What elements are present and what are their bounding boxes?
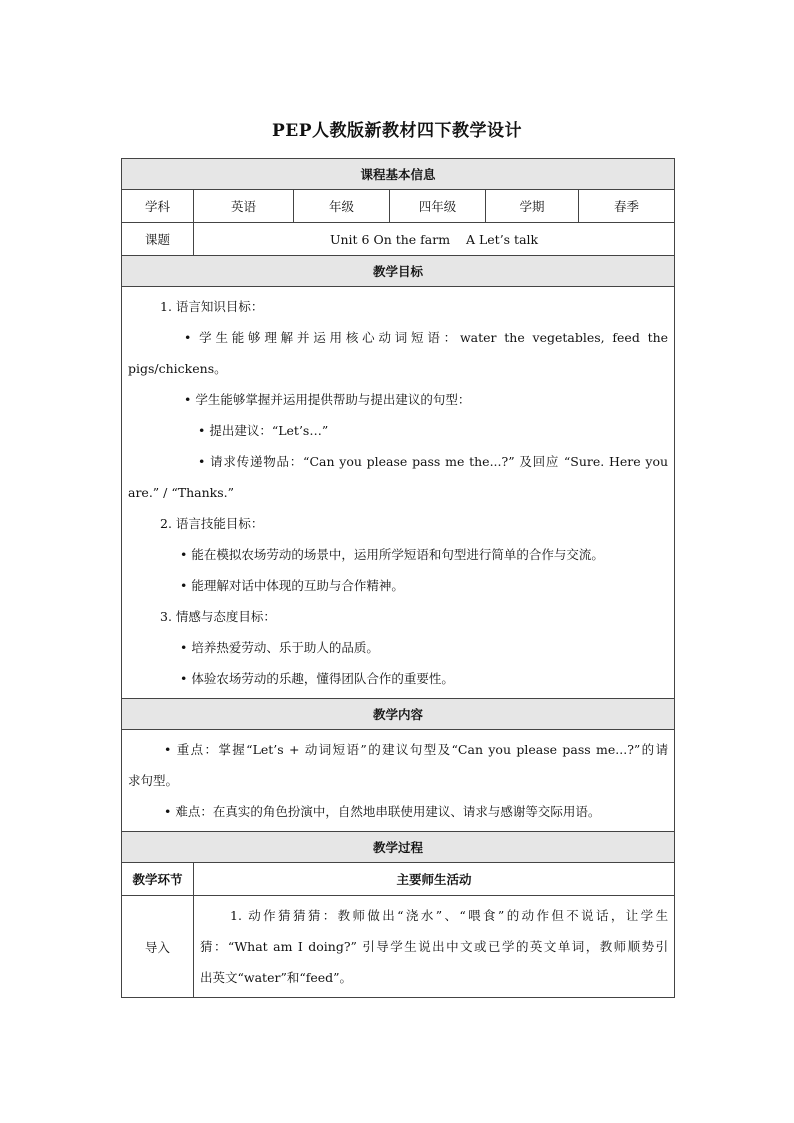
grade-value: 四年级 bbox=[390, 190, 486, 223]
term-value: 春季 bbox=[579, 190, 675, 223]
objective-line: pigs/chickens。 bbox=[128, 361, 227, 376]
objectives-cell bbox=[122, 287, 675, 699]
objective-line: • 提出建议：“Let’s…” bbox=[198, 423, 329, 438]
process-activity-header: 主要师生活动 bbox=[194, 863, 675, 896]
objective-line: • 能在模拟农场劳动的场景中，运用所学短语和句型进行简单的合作与交流。 bbox=[180, 547, 604, 562]
activity-line: 出英文“water”和“feed”。 bbox=[200, 970, 353, 985]
lesson-plan-table bbox=[121, 158, 675, 998]
topic-label: 课题 bbox=[122, 223, 194, 256]
process-header: 教学过程 bbox=[122, 832, 675, 863]
activity-line: 猜：“What am I doing?” 引导学生说出中文或已学的英文单词，教师顺势引 bbox=[200, 939, 669, 954]
content-line: • 重点：掌握“Let’s + 动词短语”的建议句型及“Can you please pass me...?”的请 bbox=[164, 742, 669, 757]
process-stage: 导入 bbox=[122, 896, 194, 998]
process-stage-header: 教学环节 bbox=[122, 863, 194, 896]
objective-line: • 能理解对话中体现的互助与合作精神。 bbox=[180, 578, 404, 593]
term-label: 学期 bbox=[486, 190, 579, 223]
basic-info-header: 课程基本信息 bbox=[122, 159, 675, 190]
objective-line: • 培养热爱劳动、乐于助人的品质。 bbox=[180, 640, 379, 655]
subject-value: 英语 bbox=[194, 190, 294, 223]
grade-label: 年级 bbox=[294, 190, 390, 223]
objective-line: 3. 情感与态度目标： bbox=[160, 609, 276, 624]
page-title: PEP人教版新教材四下教学设计 bbox=[271, 121, 523, 141]
table-row bbox=[122, 896, 675, 998]
content-line: • 难点：在真实的角色扮演中，自然地串联使用建议、请求与感谢等交际用语。 bbox=[164, 804, 601, 819]
activity-line: 1. 动作猜猜猜：教师做出“浇水”、“喂食”的动作但不说话，让学生 bbox=[230, 908, 669, 923]
objective-line: 2. 语言技能目标： bbox=[160, 516, 264, 531]
content-cell bbox=[122, 730, 675, 832]
topic-value: Unit 6 On the farm A Let’s talk bbox=[194, 223, 675, 256]
objectives-header: 教学目标 bbox=[122, 256, 675, 287]
content-line: 求句型。 bbox=[128, 773, 179, 788]
objective-line: • 请求传递物品：“Can you please pass me the...?” 及回应 “Sure. Here you bbox=[198, 454, 669, 469]
objective-line: • 学生能够理解并运用核心动词短语：water the vegetables, feed the bbox=[184, 330, 669, 345]
content-header: 教学内容 bbox=[122, 699, 675, 730]
objective-line: • 学生能够掌握并运用提供帮助与提出建议的句型： bbox=[184, 392, 471, 407]
objective-line: are.” / “Thanks.” bbox=[128, 485, 234, 500]
process-activity bbox=[194, 896, 675, 998]
objective-line: • 体验农场劳动的乐趣，懂得团队合作的重要性。 bbox=[180, 671, 454, 686]
objective-line: 1. 语言知识目标： bbox=[160, 299, 264, 314]
subject-label: 学科 bbox=[122, 190, 194, 223]
